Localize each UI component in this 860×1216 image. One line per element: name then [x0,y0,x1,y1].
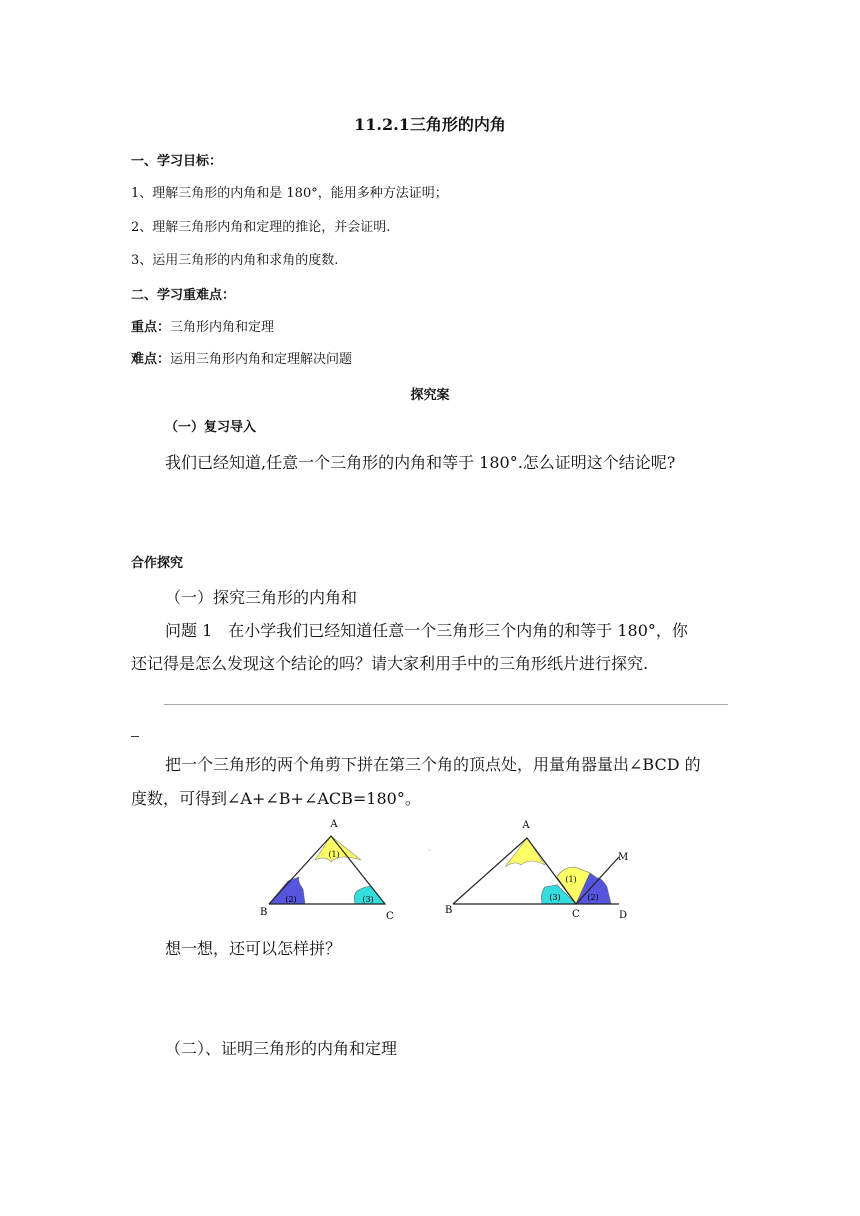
review-heading: （一）复习导入 [165,420,257,435]
difficult-point-text: 运用三角形内角和定理解决问题 [170,352,353,367]
right-angle-3-label: (3) [549,893,561,902]
answer-line-stub [131,736,139,737]
method-text-line-1: 把一个三角形的两个角剪下拼在第三个角的顶点处，用量角器量出∠BCD 的 [165,755,701,774]
right-label-b: B [445,905,453,916]
right-label-d: D [619,910,628,921]
section-heading-goals: 一、学习目标： [131,154,223,169]
right-angle-2-label: (2) [587,893,599,902]
subsection-2-heading: （二）、证明三角形的内角和定理 [165,1039,398,1058]
key-point-text: 三角形内角和定理 [170,320,275,335]
goal-item-1: 1、理解三角形的内角和是 180°，能用多种方法证明； [131,186,448,201]
right-triangle-diagram [445,820,628,921]
method-text-line-2: 度数，可得到∠A+∠B+∠ACB=180°。 [131,789,421,808]
section-heading-key-points: 二、学习重难点： [131,288,236,303]
answer-line [164,704,728,705]
difficult-point-line [131,348,352,367]
left-label-a: A [330,819,338,830]
figure-stray-mark: · [428,846,431,855]
think-prompt: 想一想，还可以怎样拼？ [165,939,342,958]
review-text: 我们已经知道,任意一个三角形的内角和等于 180°.怎么证明这个结论呢? [165,453,676,472]
left-angle-2-label: (2) [285,895,297,904]
key-point-label: 重点： [131,320,171,335]
goal-item-3: 3、运用三角形的内角和求角的度数. [131,253,339,268]
left-angle-1-label: (1) [328,850,340,859]
right-label-m: M [618,852,629,863]
left-label-b: B [260,907,268,918]
problem-text-line-2: 还记得是怎么发现这个结论的吗？请大家利用手中的三角形纸片进行探究. [131,654,649,673]
page-title: 11.2.1三角形的内角 [354,115,506,134]
cooperation-heading: 合作探究 [131,556,184,571]
right-label-c: C [572,909,580,920]
problem-text-line-1: 问题 1 在小学我们已经知道任意一个三角形三个内角的和等于 180°，你 [165,621,688,640]
explore-heading: 探究案 [410,388,450,403]
goal-item-2: 2、理解三角形内角和定理的推论，并会证明. [131,220,391,235]
left-label-c: C [386,911,394,922]
triangle-angle-figure [245,815,645,925]
right-label-a: A [522,820,530,831]
left-triangle-diagram [260,819,394,922]
left-angle-3-label: (3) [362,895,374,904]
subsection-1-heading: （一）探究三角形的内角和 [165,588,358,607]
key-point-line [131,316,274,335]
right-angle-1-label: (1) [565,875,577,884]
difficult-point-label: 难点： [131,352,171,367]
